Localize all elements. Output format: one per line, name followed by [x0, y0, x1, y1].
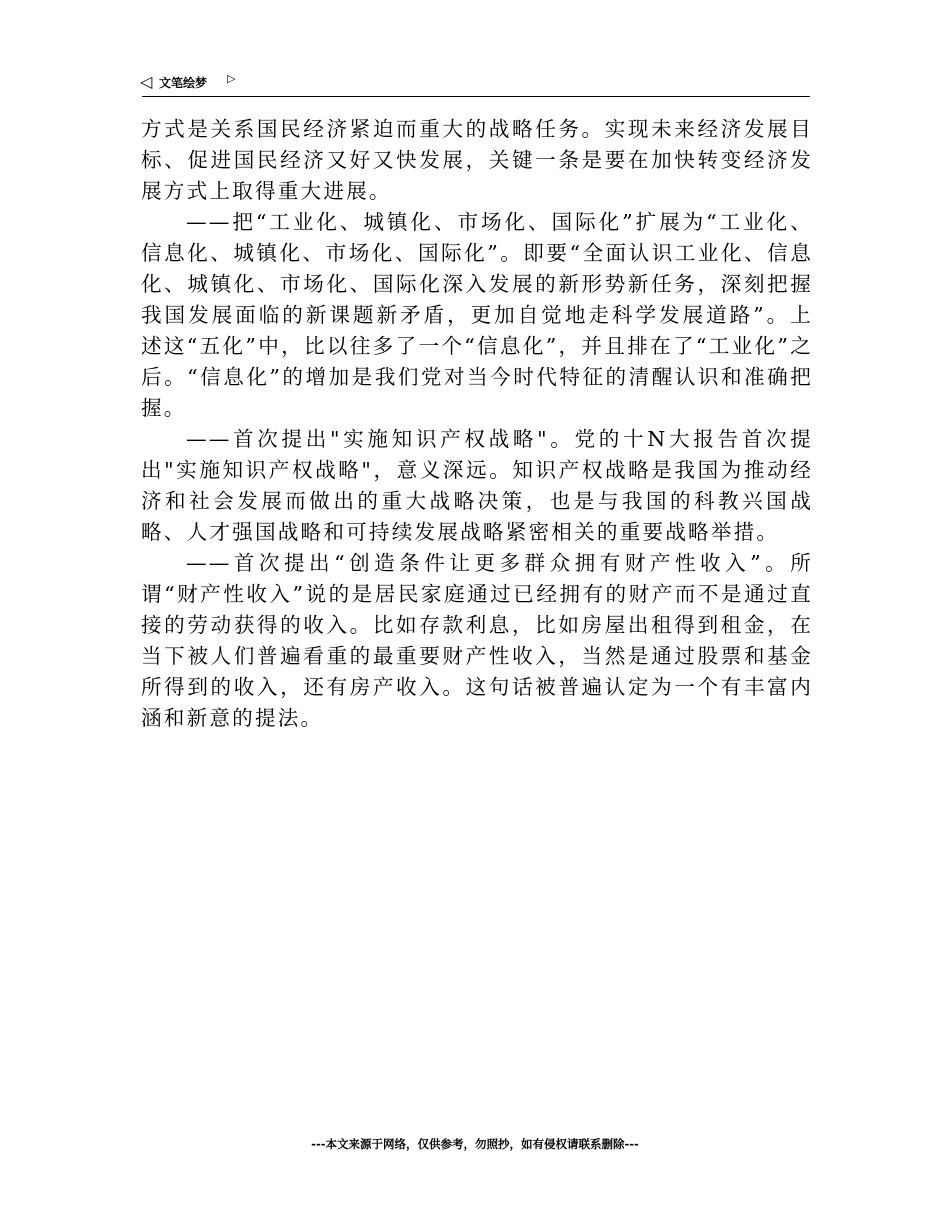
triangle-left-icon: ◁ [140, 72, 153, 91]
paragraph-1: 方式是关系国民经济紧迫而重大的战略任务。实现未来经济发展目标、促进国民经济又好又快发展，关键一条是要在加快转变经济发展方式上取得重大进展。 [141, 117, 813, 203]
paragraph-2: ——把“工业化、城镇化、市场化、国际化”扩展为“工业化、信息化、城镇化、市场化、国际化”。即要“全面认识工业化、信息化、城镇化、市场化、国际化深入发展的新形势新任务，深刻把握我国发展面临的新课题新矛盾，更加自觉地走科学发展道路”。上述这“五化”中，比以往多了一个“信息化”，并且排在了“工业化”之后。“信息化”的增加是我们党对当今时代特征的清醒认识和准确把握。 [141, 210, 813, 420]
document-body [141, 114, 813, 734]
header-title: 文笔绘梦 [159, 76, 208, 90]
page-header [142, 72, 810, 97]
paragraph-3: ——首次提出"实施知识产权战略"。党的十N大报告首次提出"实施知识产权战略"，意义深远。知识产权战略是我国为推动经济和社会发展而做出的重大战略决策，也是与我国的科教兴国战略、人才强国战略和可持续发展战略紧密相关的重要战略举措。 [141, 427, 813, 544]
triangle-right-icon: ▷ [227, 72, 236, 85]
footer-disclaimer: ---本文来源于网络，仅供参考，勿照抄，如有侵权请联系删除--- [311, 1137, 639, 1151]
paragraph-4: ——首次提出“创造条件让更多群众拥有财产性收入”。所谓“财产性收入”说的是居民家庭通过已经拥有的财产而不是通过直接的劳动获得的收入。比如存款利息，比如房屋出租得到租金，在当下被人们普遍看重的最重要财产性收入，当然是通过股票和基金所得到的收入，还有房产收入。这句话被普遍认定为一个有丰富内涵和新意的提法。 [141, 551, 813, 730]
